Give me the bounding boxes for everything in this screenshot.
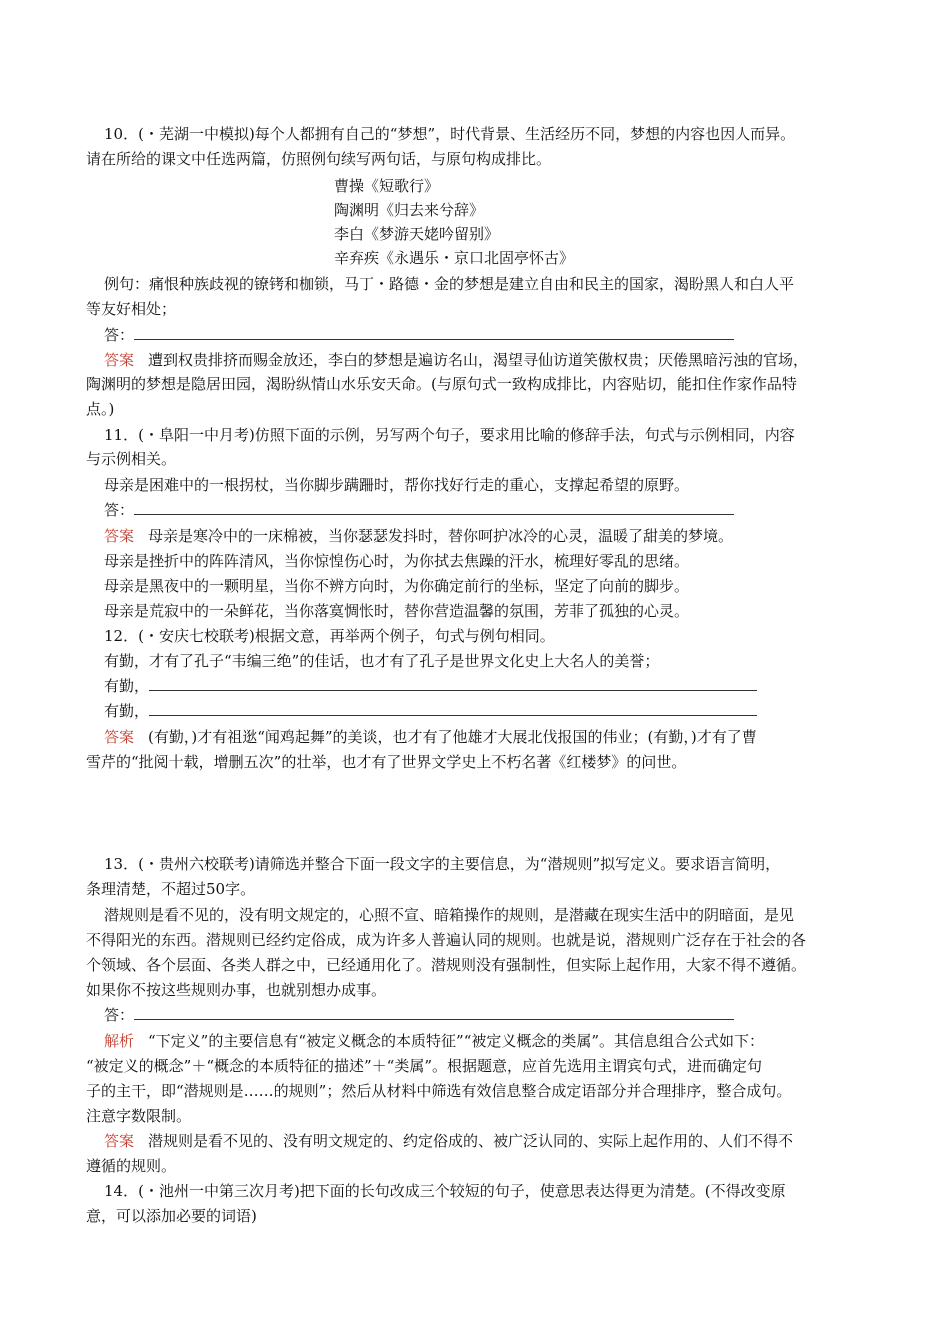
q12-line1: 12．(・安庆七校联考)根据文意，再举两个例子，句式与例句相同。	[104, 627, 555, 645]
q11-answer-line4: 母亲是荒寂中的一朵鲜花，当你落寞惆怅时，替你营造温馨的氛围，芳菲了孤独的心灵。	[104, 602, 690, 620]
q14-line1: 14．(・池州一中第三次月考)把下面的长句改成三个较短的句子，使意思表达得更为清楚。(不得改变原	[104, 1182, 786, 1200]
answer-blank[interactable]	[134, 1006, 734, 1020]
q10-example-line2: 等友好相处；	[86, 300, 177, 318]
q10-line1: 10．(・芜湖一中模拟)每个人都拥有自己的“梦想”，时代背景、生活经历不同，梦想的内容也因人而异。	[104, 125, 796, 143]
answer-blank[interactable]	[134, 501, 734, 515]
answer-blank[interactable]	[149, 702, 757, 716]
q13-para-line3: 个领域、各个层面、各类人群之中，已经通用化了。潜规则没有强制性，但实际上起作用，大家不得不遵循。	[86, 956, 807, 974]
analysis-text: “下定义”的主要信息有“被定义概念的本质特征”“被定义概念的类属”。其信息组合公式如下：	[148, 1032, 765, 1050]
answer-blank[interactable]	[134, 326, 734, 340]
q10-answer-line	[104, 325, 734, 345]
q10-answer-line1	[104, 350, 808, 370]
q11-answer-line3: 母亲是黑夜中的一颗明星，当你不辨方向时，为你确定前行的坐标，坚定了向前的脚步。	[104, 577, 690, 595]
q10-answer-line2: 陶渊明的梦想是隐居田园，渴盼纵情山水乐安天命。(与原句式一致构成排比，内容贴切，能扣住作家作品特	[86, 375, 797, 393]
q14-line2: 意，可以添加必要的词语)	[86, 1207, 257, 1225]
q11-answer-line	[104, 500, 734, 520]
answer-text: 潜规则是看不见的、没有明文规定的、约定俗成的、被广泛认同的、实际上起作用的、人们不得不	[148, 1132, 794, 1150]
answer-tag: 答案	[104, 351, 135, 369]
answer-prompt: 答：	[104, 326, 135, 344]
q13-answer-line1	[104, 1131, 793, 1151]
q12-example: 有勤，才有了孔子“韦编三绝”的佳话，也才有了孔子是世界文化史上大名人的美誉；	[104, 652, 660, 670]
blank-prefix: 有勤，	[104, 702, 150, 720]
q12-blank-2	[104, 701, 757, 721]
q13-analysis-line1	[104, 1031, 764, 1051]
q10-work-4: 辛弃疾《永遇乐・京口北固亭怀古》	[334, 249, 575, 267]
q12-answer-line2: 雪芹的“批阅十载，增删五次”的壮举，也才有了世界文学史上不朽名著《红楼梦》的问世。	[86, 753, 687, 771]
q13-line2: 条理清楚，不超过50字。	[86, 880, 256, 898]
q11-example: 母亲是困难中的一根拐杖，当你脚步蹒跚时，帮你找好行走的重心，支撑起希望的原野。	[104, 476, 690, 494]
q11-line2: 与示例相关。	[86, 450, 177, 468]
q13-answer-line2: 遵循的规则。	[86, 1157, 177, 1175]
q10-work-3: 李白《梦游天姥吟留别》	[334, 225, 500, 243]
q10-answer-line3: 点。)	[86, 400, 115, 418]
q10-line2: 请在所给的课文中任选两篇，仿照例句续写两句话，与原句构成排比。	[86, 150, 552, 168]
q11-answer-line1	[104, 526, 733, 546]
answer-text: 遭到权贵排挤而赐金放还，李白的梦想是遍访名山，渴望寻仙访道笑傲权贵；厌倦黑暗污浊的官场，	[148, 351, 809, 369]
q13-para-line1: 潜规则是看不见的，没有明文规定的，心照不宣、暗箱操作的规则，是潜藏在现实生活中的阴暗面，是见	[104, 906, 795, 924]
answer-prompt: 答：	[104, 501, 135, 519]
q13-analysis-line2: “被定义的概念”＋“概念的本质特征的描述”＋“类属”。根据题意，应首先选用主谓宾句式，进而确定句	[86, 1057, 763, 1075]
answer-text: 母亲是寒冷中的一床棉被，当你瑟瑟发抖时，替你呵护冰冷的心灵，温暖了甜美的梦境。	[148, 527, 734, 545]
answer-blank[interactable]	[149, 677, 757, 691]
answer-tag: 答案	[104, 527, 135, 545]
blank-prefix: 有勤，	[104, 677, 150, 695]
q13-analysis-line4: 注意字数限制。	[86, 1107, 192, 1125]
answer-text: (有勤，)才有祖逖“闻鸡起舞”的美谈，也才有了他雄才大展北伐报国的伟业；(有勤，)才有了曹	[148, 728, 757, 746]
q13-analysis-line3: 子的主干，即“潜规则是……的规则”；然后从材料中筛选有效信息整合成定语部分并合理排序，整合成句。	[86, 1082, 792, 1100]
answer-prompt: 答：	[104, 1006, 135, 1024]
q10-work-2: 陶渊明《归去来兮辞》	[334, 201, 485, 219]
answer-tag: 答案	[104, 1132, 135, 1150]
q13-para-line2: 不得阳光的东西。潜规则已经约定俗成，成为许多人普遍认同的规则。也就是说，潜规则广泛存在于社会的各	[86, 931, 807, 949]
answer-tag: 答案	[104, 728, 135, 746]
q13-line1: 13．(・贵州六校联考)请筛选并整合下面一段文字的主要信息，为“潜规则”拟写定义。要求语言简明，	[104, 855, 781, 873]
analysis-tag: 解析	[104, 1032, 135, 1050]
q12-blank-1	[104, 676, 757, 696]
q10-work-1: 曹操《短歌行》	[334, 177, 440, 195]
q12-answer-line1	[104, 727, 757, 747]
q13-answer-line	[104, 1005, 734, 1025]
q11-answer-line2: 母亲是挫折中的阵阵清风，当你惊惶伤心时，为你拭去焦躁的汗水，梳理好零乱的思绪。	[104, 552, 690, 570]
q10-example-line1: 例句：痛恨种族歧视的镣铐和枷锁，马丁・路德・金的梦想是建立自由和民主的国家，渴盼黑人和白人平	[104, 275, 795, 293]
q11-line1: 11．(・阜阳一中月考)仿照下面的示例，另写两个句子，要求用比喻的修辞手法，句式与示例相同，内容	[104, 426, 795, 444]
q13-para-line4: 如果你不按这些规则办事，也就别想办成事。	[86, 981, 387, 999]
